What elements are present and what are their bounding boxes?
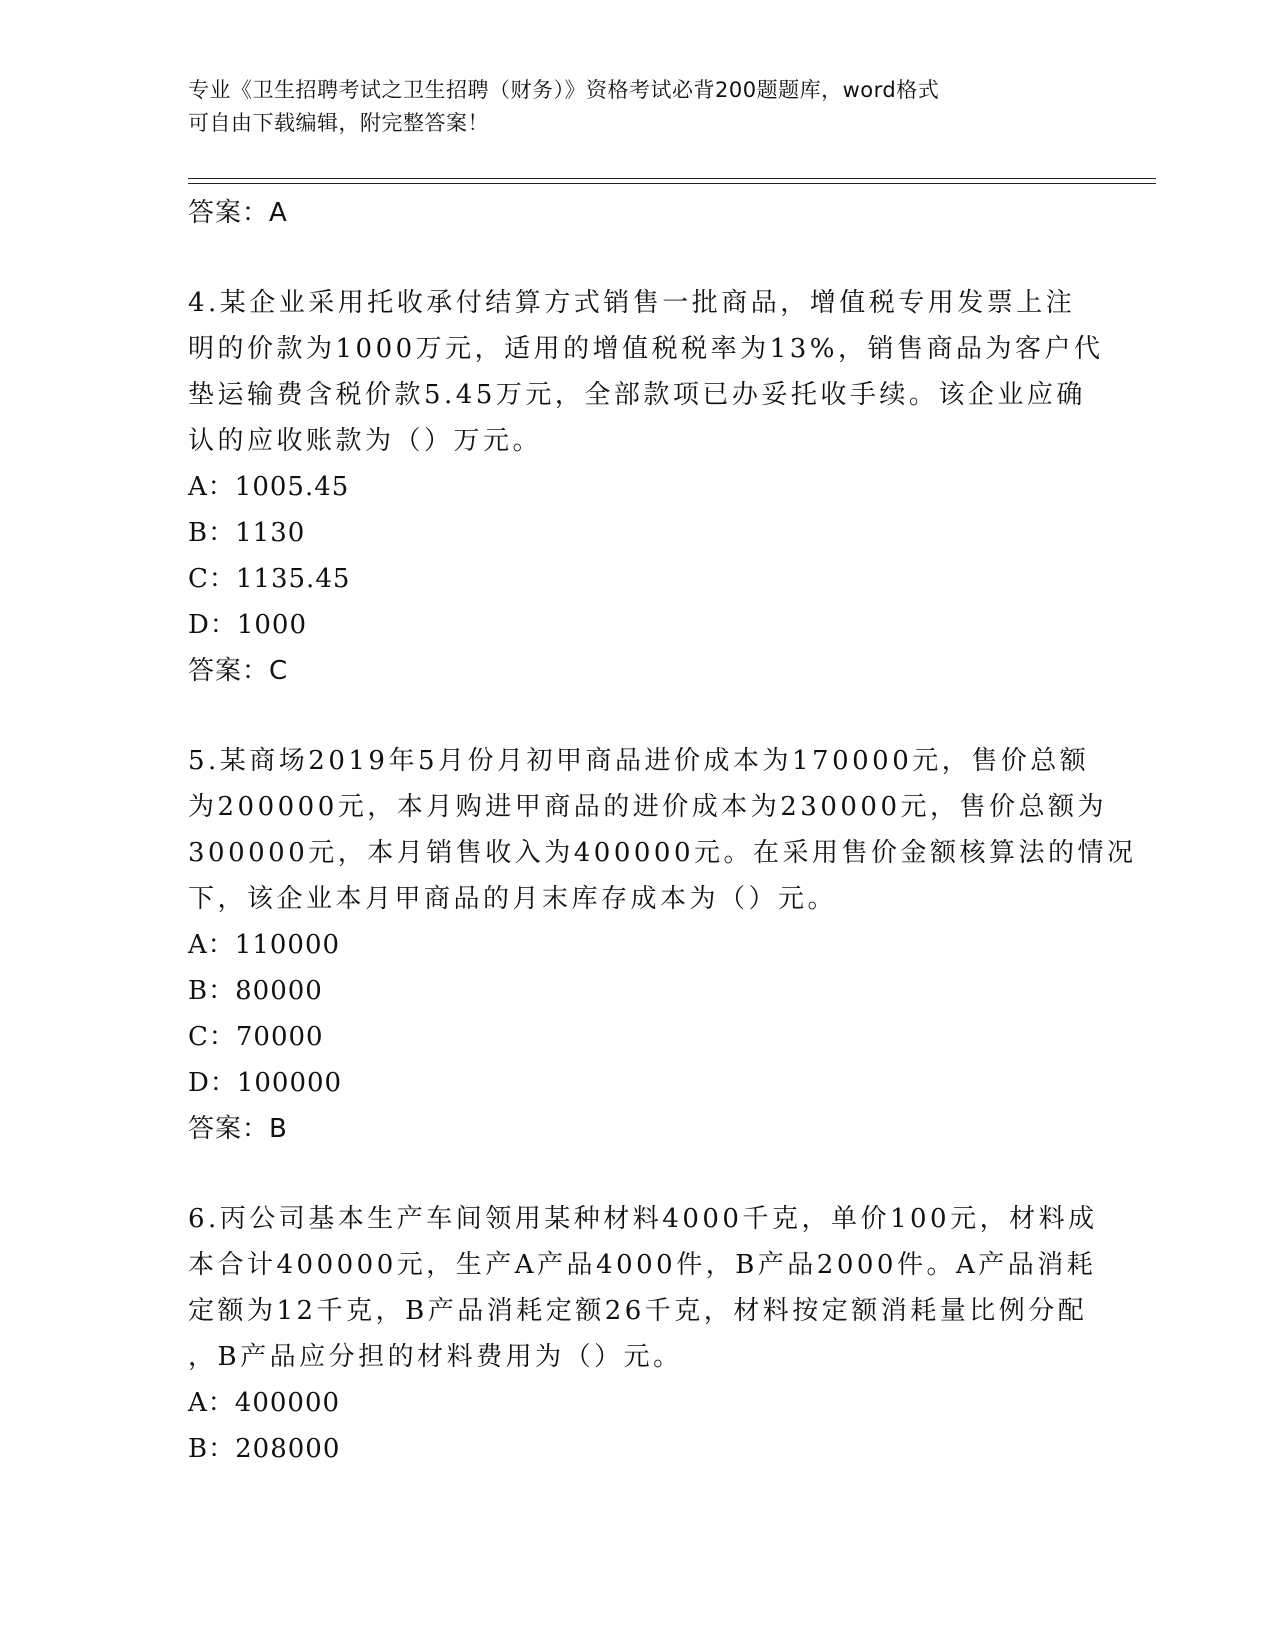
option-d: D：100000: [188, 1068, 343, 1098]
header-rule-bottom: [188, 183, 1156, 184]
question-line: 为200000元，本月购进甲商品的进价成本为230000元，售价总额为: [188, 792, 1108, 822]
question-line: 下，该企业本月甲商品的月末库存成本为（）元。: [188, 884, 838, 914]
answer-line: 答案：B: [188, 1114, 288, 1144]
header-line-2: 可自由下载编辑，附完整答案！: [188, 111, 489, 135]
question-line: ，B产品应分担的材料费用为（）元。: [188, 1342, 683, 1372]
previous-answer: 答案：A: [188, 198, 288, 228]
spacer: [188, 1152, 1088, 1196]
question-line: 300000元，本月销售收入为400000元。在采用售价金额核算法的情况: [188, 838, 1137, 868]
option-a: A：400000: [188, 1388, 341, 1418]
question-block: [188, 1196, 1098, 1472]
option-a: A：110000: [188, 930, 341, 960]
question-block: [188, 738, 1137, 1152]
option-a: A：1005.45: [188, 472, 350, 502]
document-header: [188, 74, 1088, 140]
question-line: 明的价款为1000万元，适用的增值税税率为13%，销售商品为客户代: [188, 334, 1104, 364]
question-line: 5.某商场2019年5月份月初甲商品进价成本为170000元，售价总额: [188, 746, 1090, 776]
question-line: 认的应收账款为（）万元。: [188, 426, 543, 456]
question-line: 4.某企业采用托收承付结算方式销售一批商品，增值税专用发票上注: [188, 288, 1076, 318]
option-c: C：70000: [188, 1022, 324, 1052]
option-b: B：1130: [188, 518, 306, 548]
spacer: [188, 694, 1088, 738]
header-rule-top: [188, 178, 1156, 179]
question-line: 本合计400000元，生产A产品4000件，B产品2000件。A产品消耗: [188, 1250, 1097, 1280]
document-body: [188, 190, 1137, 1472]
option-b: B：208000: [188, 1434, 341, 1464]
question-line: 6.丙公司基本生产车间领用某种材料4000千克，单价100元，材料成: [188, 1204, 1098, 1234]
spacer: [188, 236, 1088, 280]
question-line: 定额为12千克，B产品消耗定额26千克，材料按定额消耗量比例分配: [188, 1296, 1088, 1326]
answer-line: 答案：C: [188, 656, 289, 686]
header-line-1: 专业《卫生招聘考试之卫生招聘（财务）》资格考试必背200题题库，word格式: [188, 78, 940, 102]
option-b: B：80000: [188, 976, 323, 1006]
option-c: C：1135.45: [188, 564, 351, 594]
option-d: D：1000: [188, 610, 308, 640]
question-block: [188, 280, 1104, 694]
question-line: 垫运输费含税价款5.45万元，全部款项已办妥托收手续。该企业应确: [188, 380, 1086, 410]
